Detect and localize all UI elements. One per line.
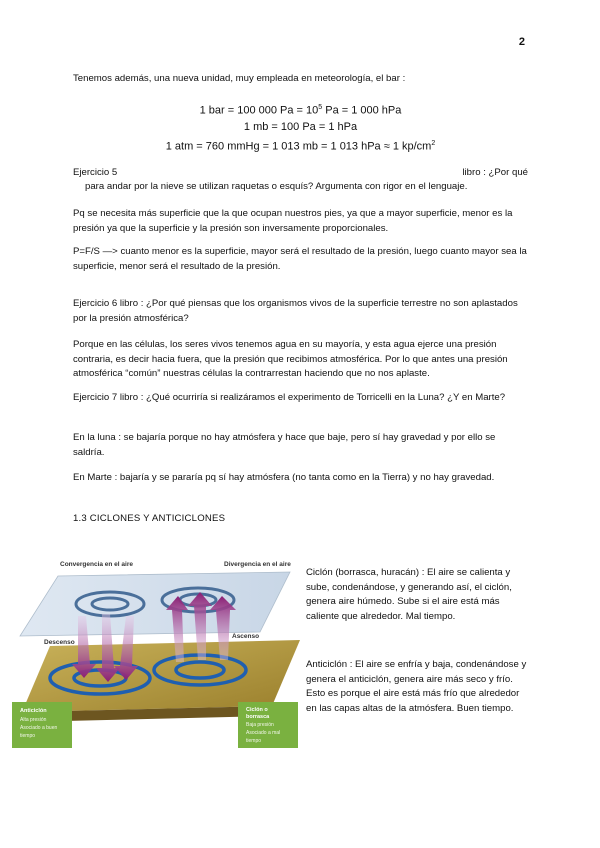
exercise-5-right: libro : ¿Por qué — [462, 167, 528, 178]
svg-text:Asociado a buen: Asociado a buen — [20, 725, 58, 731]
exercise-5-line2: para andar por la nieve se utilizan raquetas o esquís? Argumenta con rigor en el lenguaje. — [85, 181, 468, 192]
ciclon-text: Ciclón (borrasca, huracán) : El aire se calienta y sube, condenándose, y generando así, el ciclón, genera aire húmedo. Sube si el aire está más caliente que alrededor. Mal tiempo. — [306, 567, 512, 622]
anticyclone-title: Anticiclón — [20, 708, 47, 714]
descending-arrows — [72, 614, 138, 682]
svg-text:borrasca: borrasca — [246, 714, 270, 720]
answer-7-marte: En Marte : bajaría y se pararía pq sí hay atmósfera (no tanta como en la Tierra) y no hay gravedad. — [73, 472, 495, 483]
label-divergencia: Divergencia en el aire — [224, 561, 291, 568]
upper-air-plane — [20, 572, 290, 636]
exercise-6-question: Ejercicio 6 libro : ¿Por qué piensas que los organismos vivos de la superficie terrestre no son aplastados por la presión atmosférica? — [73, 298, 518, 324]
exercise-7-question: Ejercicio 7 libro : ¿Qué ocurriría si realizáramos el experimento de Torricelli en la Luna? ¿Y en Marte? — [73, 392, 506, 403]
svg-text:Baja presión: Baja presión — [246, 722, 274, 728]
label-convergencia: Convergencia en el aire — [60, 561, 133, 568]
anticyclone-box — [12, 702, 72, 748]
ascending-arrows — [166, 592, 236, 662]
svg-text:tiempo: tiempo — [246, 738, 262, 744]
answer-5b: P=F/S —> cuanto menor es la superficie, mayor será el resultado de la presión, luego cuanto mayor sea la superficie, menor será el resultado de la presión. — [73, 246, 527, 272]
equation-bar: 1 bar = 100 000 $Pa = 10^5$ Pa = 1 000 hPa — [199, 104, 402, 117]
equation-mb: 1 mb = 100 Pa = 1 hPa — [243, 121, 358, 134]
answer-7-luna: En la luna : se bajaría porque no hay atmósfera y hace que baje, pero sí hay gravedad y por ello se saldría. — [73, 432, 496, 458]
ground-surface — [22, 640, 300, 712]
intro-text: Tenemos además, una nueva unidad, muy empleada en meteorología, el bar : — [73, 73, 406, 84]
cyclone-box — [238, 702, 298, 748]
unit-equations — [73, 100, 528, 155]
section-title: 1.3 CICLONES Y ANTICICLONES — [73, 513, 226, 524]
svg-text:Asociado a mal: Asociado a mal — [246, 730, 281, 736]
answer-6: Porque en las células, los seres vivos tenemos agua en su mayoría, y esta agua ejerce una presión contraria, es decir hacia fuera, que la presión que recibimos atmosférica. Por lo que antes una presión atmosférica “común” nuestras células la contrarrestan haciendo que no nos aplaste. — [73, 339, 508, 379]
label-descenso: Descenso — [44, 639, 75, 646]
answer-5a: Pq se necesita más superficie que la que ocupan nuestros pies, ya que a mayor superficie, menor es la presión ya que la superficie y la presión son inversamente proporcionales. — [73, 208, 513, 234]
svg-text:tiempo: tiempo — [20, 733, 36, 739]
page-number: 2 — [518, 36, 525, 48]
svg-text:Alta presión: Alta presión — [20, 717, 47, 723]
equation-atm: 1 atm = 760 mmHg = 1 013 mb = 1 013 hPa ≈ 1 $kp/cm^2$ — [165, 139, 436, 153]
cyclone-anticyclone-diagram — [10, 556, 300, 750]
anticiclon-text: Anticiclón : El aire se enfría y baja, condenándose y genera el anticiclón, genera aire más seco y frío. Esto es porque el aire está más frío que alrededor en las capas altas de la atmósfera. Buen tiempo. — [306, 659, 527, 714]
exercise-5-label: Ejercicio 5 — [73, 167, 118, 178]
cyclone-title: Ciclón o — [246, 707, 268, 713]
label-ascenso: Ascenso — [232, 633, 260, 640]
